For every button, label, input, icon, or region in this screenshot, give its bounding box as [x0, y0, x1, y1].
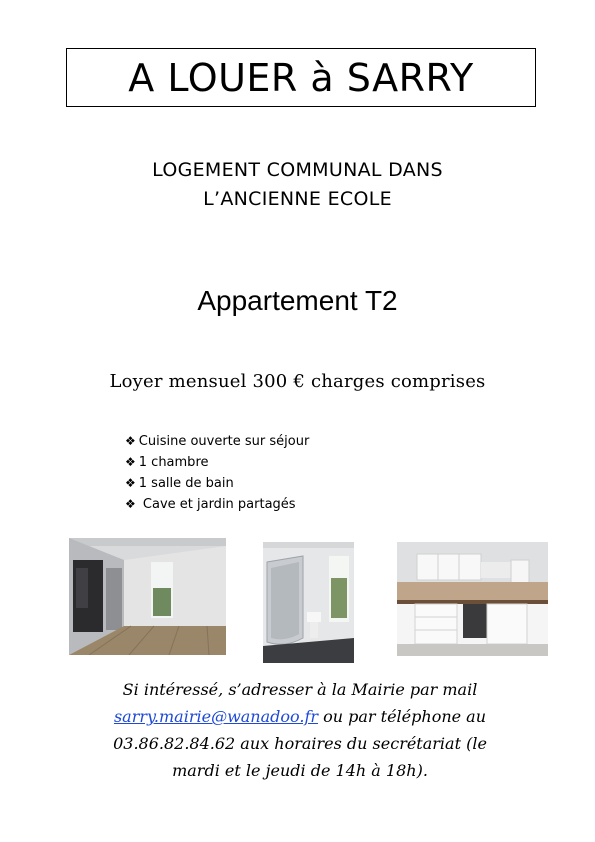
diamond-bullet-icon: ❖ [125, 476, 136, 490]
diamond-bullet-icon: ❖ [125, 497, 136, 511]
living-room-photo [69, 538, 226, 655]
subtitle-line-1: LOGEMENT COMMUNAL DANS [152, 159, 443, 181]
contact-line-4: mardi et le jeudi de 14h à 18h). [172, 761, 428, 780]
contact-line-3: 03.86.82.84.62 aux horaires du secrétariat (le [113, 734, 487, 753]
contact-line-2-suffix: ou par téléphone au [318, 707, 487, 726]
contact-line-2 [60, 703, 540, 730]
apartment-type: Appartement T2 [197, 285, 398, 316]
feature-text: 1 chambre [138, 455, 209, 470]
email-link[interactable]: sarry.mairie@wanadoo.fr [113, 707, 319, 726]
feature-text: Cave et jardin partagés [138, 497, 296, 512]
diamond-bullet-icon: ❖ [125, 434, 136, 448]
features-list [125, 431, 309, 515]
list-item [125, 473, 309, 494]
subtitle [0, 156, 595, 214]
list-item [125, 494, 309, 515]
contact-info [60, 676, 540, 784]
page-title: A LOUER à SARRY [128, 55, 474, 100]
diamond-bullet-icon: ❖ [125, 455, 136, 469]
feature-text: 1 salle de bain [138, 476, 234, 491]
list-item [125, 452, 309, 473]
feature-text: Cuisine ouverte sur séjour [138, 434, 310, 449]
kitchen-photo [397, 542, 548, 656]
title-box [66, 48, 536, 107]
list-item [125, 431, 309, 452]
bathroom-photo [263, 542, 354, 663]
contact-line-1: Si intéressé, s’adresser à la Mairie par mail [122, 680, 478, 699]
subtitle-line-2: L’ANCIENNE ECOLE [203, 188, 392, 210]
rent-info: Loyer mensuel 300 € charges comprises [109, 371, 486, 392]
